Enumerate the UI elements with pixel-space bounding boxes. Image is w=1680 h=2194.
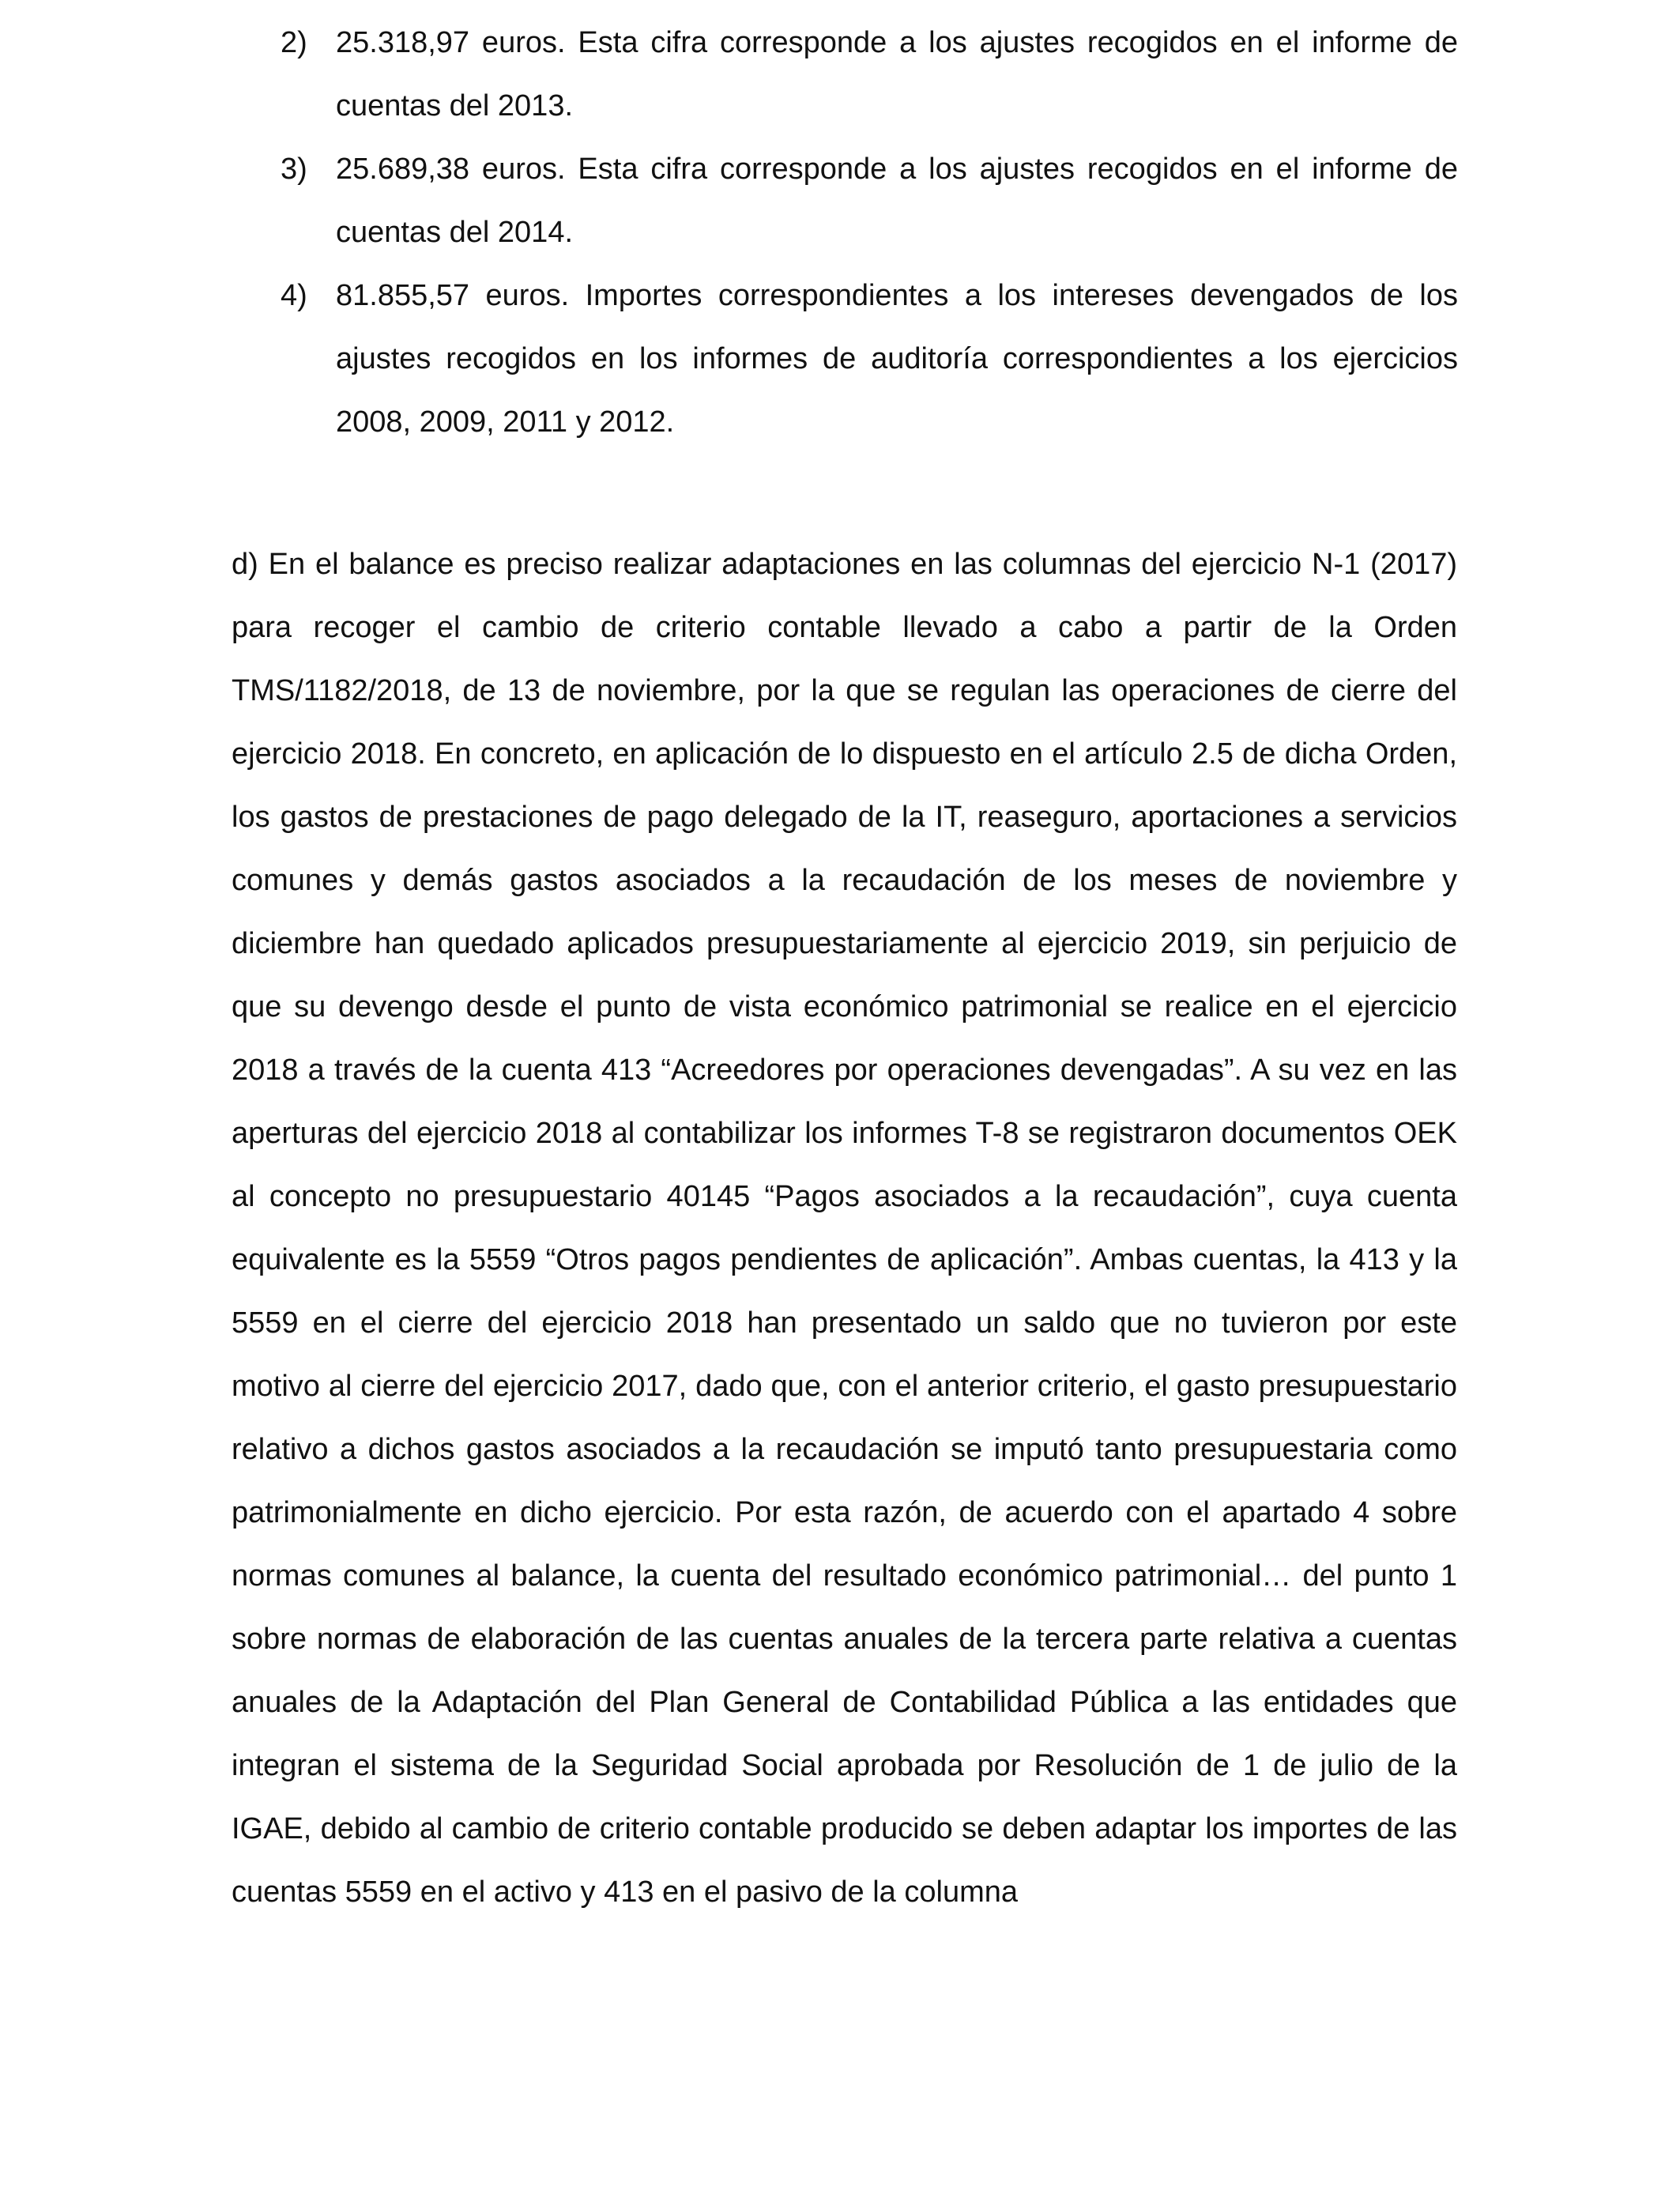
list-item-text: 25.318,97 euros. Esta cifra corresponde a los ajustes recogidos en el informe de cuentas del 2013. bbox=[336, 26, 1458, 123]
list-item bbox=[281, 264, 1458, 454]
list-item-number: 2) bbox=[281, 26, 307, 59]
list-item-text: 81.855,57 euros. Importes correspondientes a los intereses devengados de los ajustes recogidos en los informes de auditoría correspondientes a los ejercicios 2008, 2009, 2011 y 2012. bbox=[336, 279, 1458, 439]
list-item bbox=[281, 138, 1458, 264]
list-item-number: 4) bbox=[281, 279, 307, 312]
numbered-list bbox=[281, 11, 1458, 454]
list-item-text: 25.689,38 euros. Esta cifra corresponde a los ajustes recogidos en el informe de cuentas del 2014. bbox=[336, 153, 1458, 249]
list-item-number: 3) bbox=[281, 153, 307, 186]
list-item bbox=[281, 11, 1458, 138]
paragraph-d: d) En el balance es preciso realizar adaptaciones en las columnas del ejercicio N-1 (2017) para recoger el cambio de criterio contable llevado a cabo a partir de la Orden TMS/1182/2018, de 13 de noviembre, por la que se regulan las operaciones de cierre del ejercicio 2018. En concreto, en aplicación de lo dispuesto en el artículo 2.5 de dicha Orden, los gastos de prestaciones de pago delegado de la IT, reaseguro, aportaciones a servicios comunes y demás gastos asociados a la recaudación de los meses de noviembre y diciembre han quedado aplicados presupuestariamente al ejercicio 2019, sin perjuicio de que su devengo desde el punto de vista económico patrimonial se realice en el ejercicio 2018 a través de la cuenta 413 “Acreedores por operaciones devengadas”. A su vez en las aperturas del ejercicio 2018 al contabilizar los informes T-8 se registraron documentos OEK al concepto no presupuestario 40145 “Pagos asociados a la recaudación”, cuya cuenta equivalente es la 5559 “Otros pagos pendientes de aplicación”. Ambas cuentas, la 413 y la 5559 en el cierre del ejercicio 2018 han presentado un saldo que no tuvieron por este motivo al cierre del ejercicio 2017, dado que, con el anterior criterio, el gasto presupuestario relativo a dichos gastos asociados a la recaudación se imputó tanto presupuestaria como patrimonialmente en dicho ejercicio. Por esta razón, de acuerdo con el apartado 4 sobre normas comunes al balance, la cuenta del resultado económico patrimonial… del punto 1 sobre normas de elaboración de las cuentas anuales de la tercera parte relativa a cuentas anuales de la Adaptación del Plan General de Contabilidad Pública a las entidades que integran el sistema de la Seguridad Social aprobada por Resolución de 1 de julio de la IGAE, debido al cambio de criterio contable producido se deben adaptar los importes de las cuentas 5559 en el activo y 413 en el pasivo de la columna bbox=[232, 548, 1457, 1909]
